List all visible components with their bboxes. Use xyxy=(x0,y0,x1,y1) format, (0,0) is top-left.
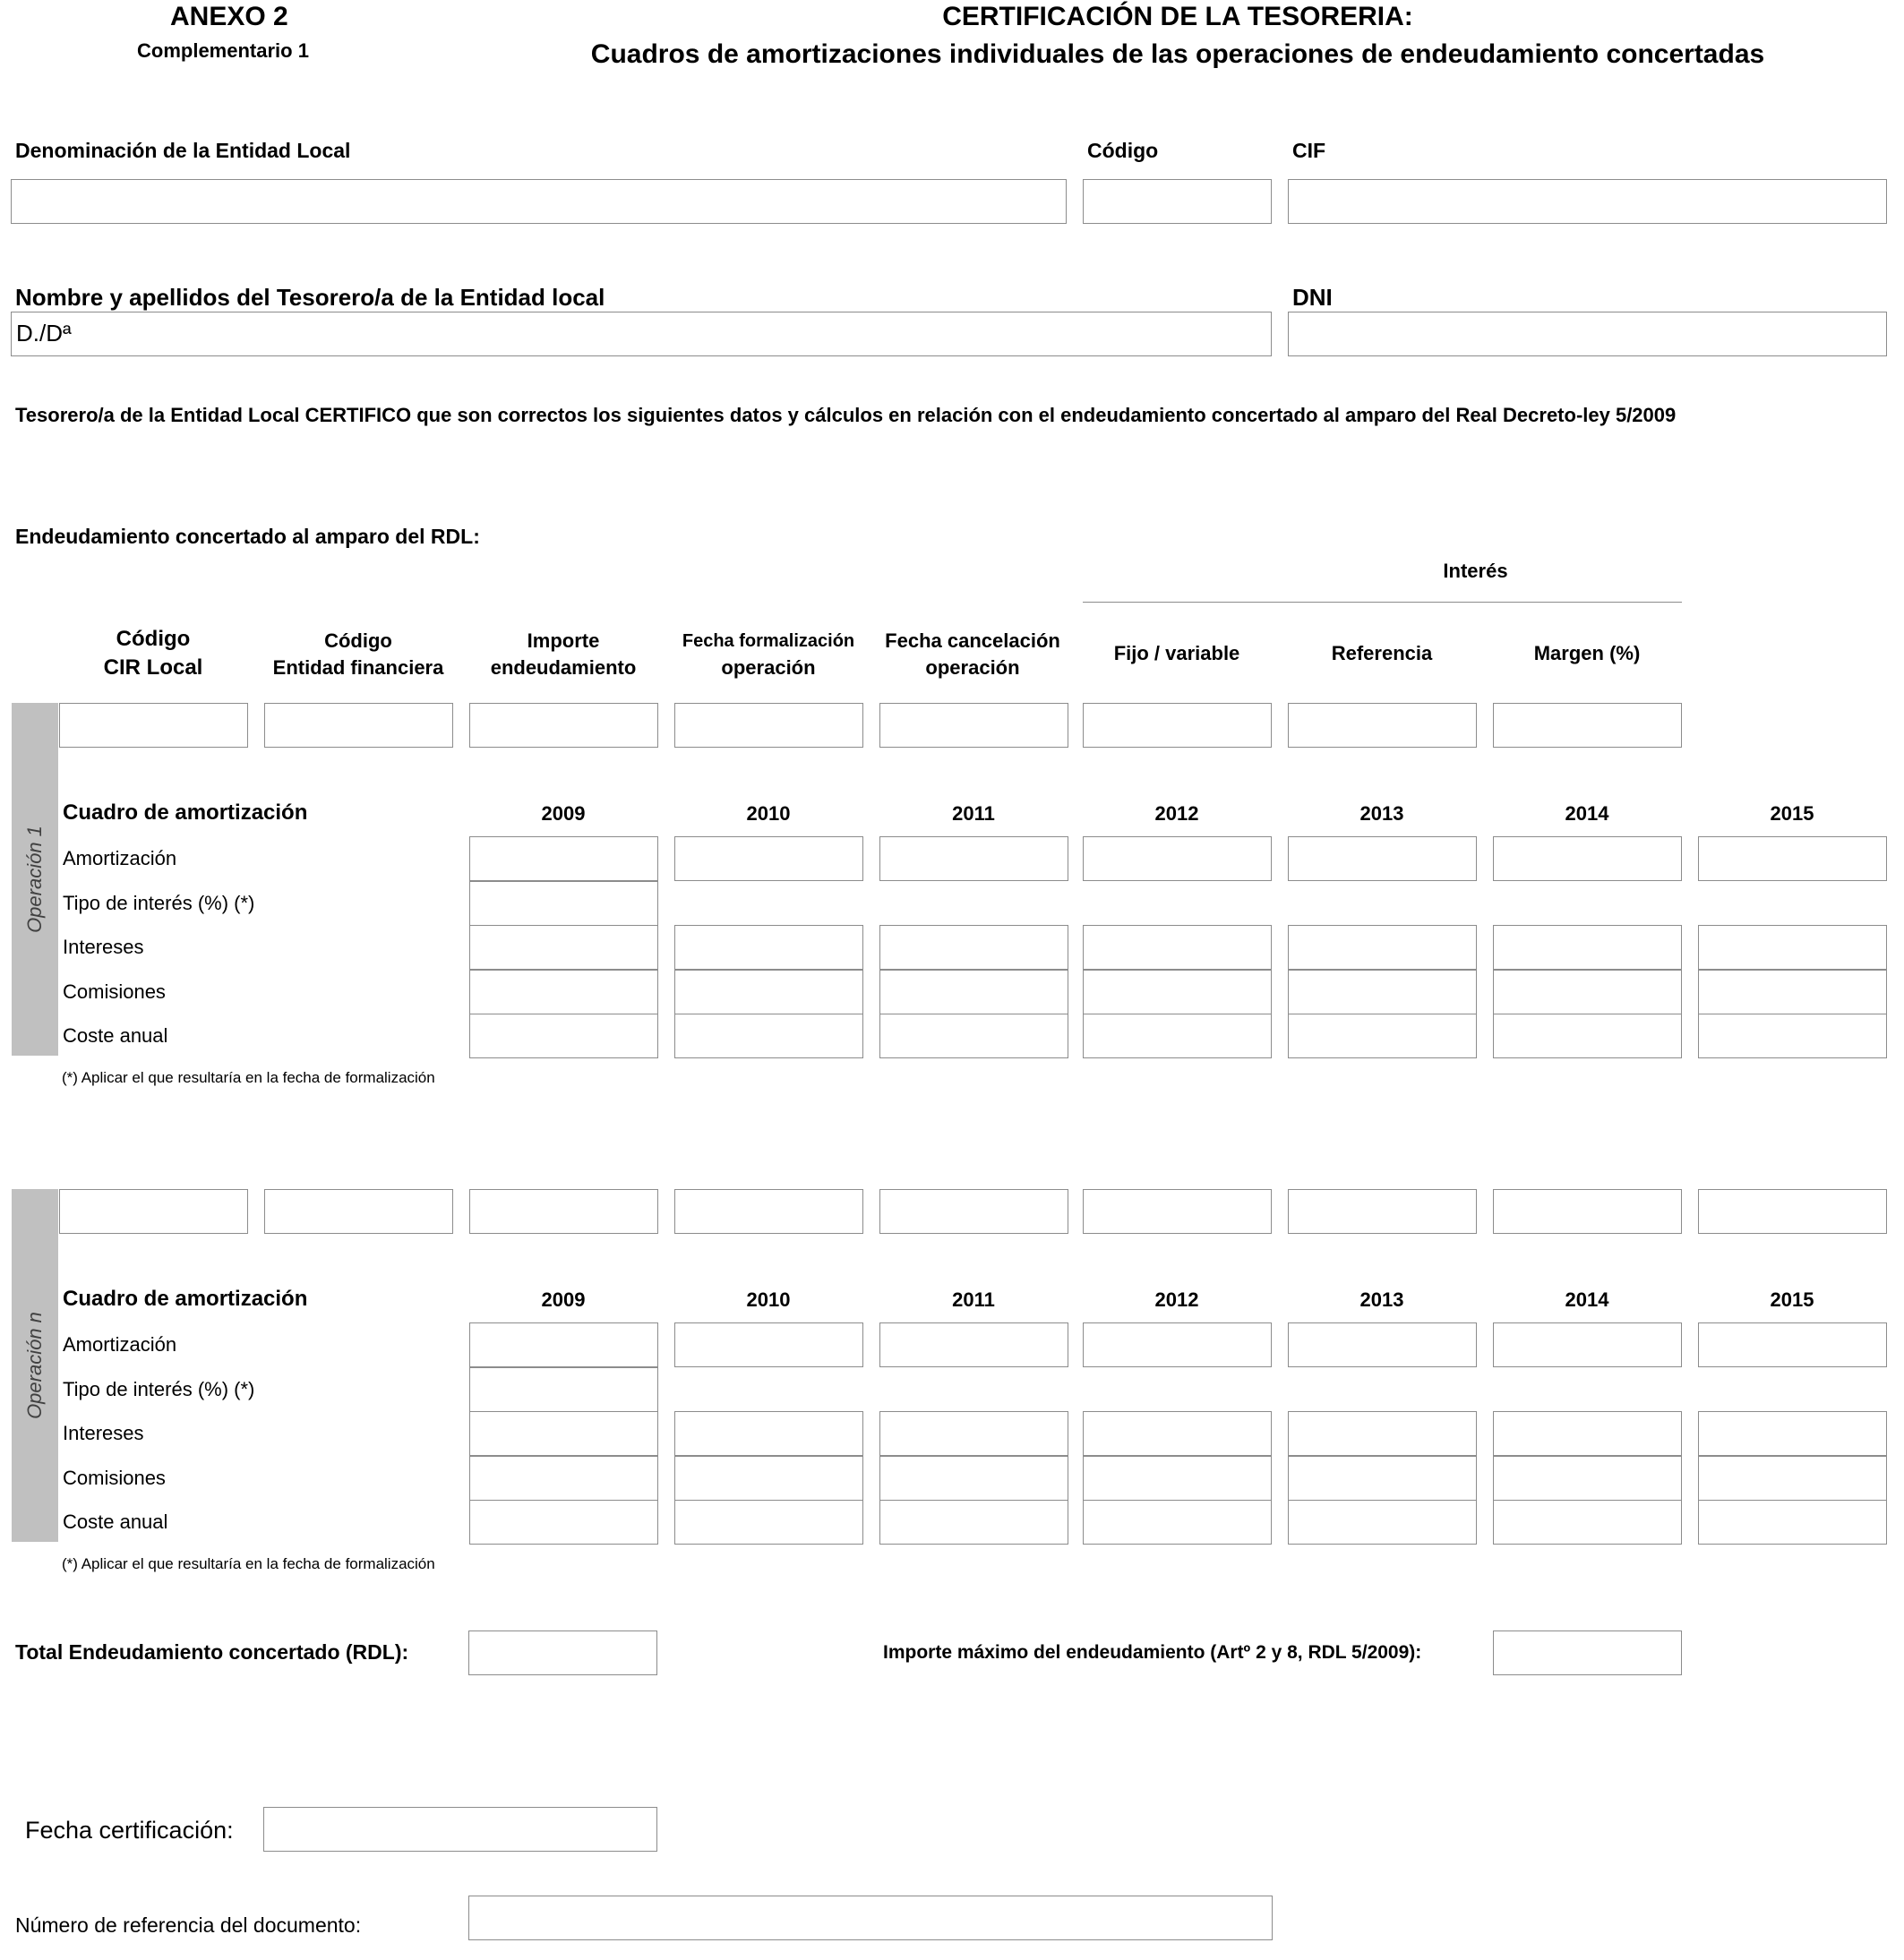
op1-row-label-1: Amortización xyxy=(63,847,177,869)
certification-date-field[interactable] xyxy=(263,1807,657,1852)
interest-group-header: Interés xyxy=(1443,560,1508,582)
treasurer-name-prefix: D./Dª xyxy=(16,320,72,347)
annex-subtitle: Complementario 1 xyxy=(137,39,309,62)
operation-1-footnote: (*) Aplicar el que resultaría en la fecha de formalización xyxy=(62,1069,435,1086)
opn-header-field-1[interactable] xyxy=(59,1189,248,1234)
opn-header-field-2[interactable] xyxy=(264,1189,453,1234)
col-margin-header: Margen (%) xyxy=(1533,642,1641,664)
op1-cell-r5-c1[interactable] xyxy=(469,1014,658,1058)
op1-year-2012: 2012 xyxy=(1154,802,1199,825)
col-reference-header: Referencia xyxy=(1331,642,1433,664)
total-debt-label: Total Endeudamiento concertado (RDL): xyxy=(15,1640,409,1664)
op1-year-2011: 2011 xyxy=(952,802,995,825)
col-formalization-line2: operación xyxy=(721,656,816,679)
op1-header-field-4[interactable] xyxy=(674,703,863,748)
operation-n-sidebar xyxy=(12,1189,58,1542)
opn-row-label-4: Comisiones xyxy=(63,1466,166,1489)
page-title: CERTIFICACIÓN DE LA TESORERIA: xyxy=(942,2,1413,31)
op1-cell-r5-c5[interactable] xyxy=(1288,1014,1477,1058)
opn-header-field-8[interactable] xyxy=(1493,1189,1682,1234)
op1-header-field-1[interactable] xyxy=(59,703,248,748)
col-cir-line1: Código xyxy=(116,627,191,651)
opn-cell-r5-c2[interactable] xyxy=(674,1500,863,1545)
operation-n-label: Operación n xyxy=(23,1312,46,1419)
op1-cell-r3-c6[interactable] xyxy=(1493,925,1682,970)
op1-cell-r4-c2[interactable] xyxy=(674,970,863,1014)
op1-cell-r4-c3[interactable] xyxy=(879,970,1068,1014)
col-entity-line1: Código xyxy=(324,629,392,652)
opn-year-2009: 2009 xyxy=(541,1288,586,1311)
op1-cell-r5-c3[interactable] xyxy=(879,1014,1068,1058)
opn-year-2015: 2015 xyxy=(1770,1288,1814,1311)
opn-cell-r4-c5[interactable] xyxy=(1288,1456,1477,1501)
op1-cell-r4-c5[interactable] xyxy=(1288,970,1477,1014)
op1-cell-r4-c1[interactable] xyxy=(469,970,658,1014)
opn-cell-r5-c4[interactable] xyxy=(1083,1500,1272,1545)
op1-row-label-5: Coste anual xyxy=(63,1024,168,1047)
op1-cell-r3-c4[interactable] xyxy=(1083,925,1272,970)
op1-cell-r4-c4[interactable] xyxy=(1083,970,1272,1014)
opn-header-field-7[interactable] xyxy=(1288,1189,1477,1234)
op1-header-field-5[interactable] xyxy=(879,703,1068,748)
opn-cell-r4-c2[interactable] xyxy=(674,1456,863,1501)
treasurer-dni-field[interactable] xyxy=(1288,312,1887,356)
opn-header-field-3[interactable] xyxy=(469,1189,658,1234)
opn-row-label-2: Tipo de interés (%) (*) xyxy=(63,1377,255,1400)
certification-date-label: Fecha certificación: xyxy=(25,1817,234,1844)
opn-cell-r4-c4[interactable] xyxy=(1083,1456,1272,1501)
col-amount-line1: Importe xyxy=(527,629,600,652)
opn-cell-r5-c3[interactable] xyxy=(879,1500,1068,1545)
certify-statement: Tesorero/a de la Entidad Local CERTIFICO que son correctos los siguientes datos y cálculos en relación con el endeudamiento concertado al amparo del Real Decreto-ley 5/2009 xyxy=(15,404,1677,426)
opn-cell-r1-c7[interactable] xyxy=(1698,1322,1887,1367)
entity-code-field[interactable] xyxy=(1083,179,1272,224)
annex-title: ANEXO 2 xyxy=(170,2,288,31)
opn-row-label-1: Amortización xyxy=(63,1333,177,1356)
opn-cell-r3-c3[interactable] xyxy=(879,1411,1068,1456)
document-reference-label: Número de referencia del documento: xyxy=(15,1913,362,1937)
operation-n-amortization-title: Cuadro de amortización xyxy=(63,1287,308,1311)
op1-cell-r1-c2[interactable] xyxy=(674,836,863,881)
entity-code-label: Código xyxy=(1087,139,1159,162)
debt-section-title: Endeudamiento concertado al amparo del RDL: xyxy=(15,525,480,548)
treasurer-dni-label: DNI xyxy=(1292,284,1333,311)
op1-year-2010: 2010 xyxy=(746,802,791,825)
op1-cell-r5-c4[interactable] xyxy=(1083,1014,1272,1058)
op1-year-2013: 2013 xyxy=(1359,802,1404,825)
opn-cell-r4-c1[interactable] xyxy=(469,1456,658,1501)
opn-header-field-4[interactable] xyxy=(674,1189,863,1234)
op1-header-field-6[interactable] xyxy=(1083,703,1272,748)
op1-cell-r5-c7[interactable] xyxy=(1698,1014,1887,1058)
opn-cell-r5-c7[interactable] xyxy=(1698,1500,1887,1545)
op1-row-label-3: Intereses xyxy=(63,936,144,958)
opn-cell-r3-c7[interactable] xyxy=(1698,1411,1887,1456)
opn-cell-r2-c1[interactable] xyxy=(469,1367,658,1412)
col-amount-line2: endeudamiento xyxy=(490,656,637,679)
opn-year-2011: 2011 xyxy=(952,1288,995,1311)
op1-cell-r5-c6[interactable] xyxy=(1493,1014,1682,1058)
opn-year-2013: 2013 xyxy=(1359,1288,1404,1311)
opn-cell-r5-c5[interactable] xyxy=(1288,1500,1477,1545)
opn-cell-r1-c2[interactable] xyxy=(674,1322,863,1367)
col-formalization-header xyxy=(665,628,871,681)
op1-cell-r1-c4[interactable] xyxy=(1083,836,1272,881)
operation-1-label: Operación 1 xyxy=(23,826,46,933)
op1-cell-r3-c1[interactable] xyxy=(469,925,658,970)
opn-header-field-5[interactable] xyxy=(879,1189,1068,1234)
treasurer-name-label: Nombre y apellidos del Tesorero/a de la Entidad local xyxy=(15,284,605,311)
opn-cell-r1-c1[interactable] xyxy=(469,1322,658,1367)
opn-cell-r3-c2[interactable] xyxy=(674,1411,863,1456)
op1-cell-r2-c1[interactable] xyxy=(469,881,658,926)
col-fixed-variable-header: Fijo / variable xyxy=(1113,642,1240,664)
document-reference-field[interactable] xyxy=(468,1896,1273,1940)
opn-cell-r3-c1[interactable] xyxy=(469,1411,658,1456)
opn-cell-r4-c7[interactable] xyxy=(1698,1456,1887,1501)
opn-cell-r1-c6[interactable] xyxy=(1493,1322,1682,1367)
col-formalization-line1: Fecha formalización xyxy=(682,631,855,651)
entity-name-field[interactable] xyxy=(11,179,1067,224)
opn-header-field-9[interactable] xyxy=(1698,1189,1887,1234)
op1-cell-r1-c6[interactable] xyxy=(1493,836,1682,881)
op1-year-2014: 2014 xyxy=(1565,802,1609,825)
treasurer-name-field[interactable] xyxy=(11,312,1272,356)
col-cancellation-line2: operación xyxy=(925,656,1020,679)
opn-cell-r3-c6[interactable] xyxy=(1493,1411,1682,1456)
operation-1-amortization-title: Cuadro de amortización xyxy=(63,800,308,825)
total-debt-field[interactable] xyxy=(468,1630,657,1675)
opn-header-field-6[interactable] xyxy=(1083,1189,1272,1234)
op1-cell-r3-c7[interactable] xyxy=(1698,925,1887,970)
col-cir-line2: CIR Local xyxy=(103,655,203,680)
col-cir-header xyxy=(59,625,247,682)
operation-n-footnote: (*) Aplicar el que resultaría en la fecha de formalización xyxy=(62,1555,435,1572)
opn-row-label-3: Intereses xyxy=(63,1422,144,1444)
opn-row-label-5: Coste anual xyxy=(63,1511,168,1533)
entity-cif-field[interactable] xyxy=(1288,179,1887,224)
col-cancellation-header xyxy=(874,628,1071,681)
op1-cell-r1-c3[interactable] xyxy=(879,836,1068,881)
opn-cell-r1-c4[interactable] xyxy=(1083,1322,1272,1367)
entity-name-label: Denominación de la Entidad Local xyxy=(15,139,351,162)
opn-cell-r3-c5[interactable] xyxy=(1288,1411,1477,1456)
opn-cell-r4-c3[interactable] xyxy=(879,1456,1068,1501)
op1-cell-r1-c7[interactable] xyxy=(1698,836,1887,881)
opn-year-2010: 2010 xyxy=(746,1288,791,1311)
op1-year-2009: 2009 xyxy=(541,802,586,825)
op1-cell-r3-c2[interactable] xyxy=(674,925,863,970)
op1-row-label-4: Comisiones xyxy=(63,980,166,1003)
op1-header-field-8[interactable] xyxy=(1493,703,1682,748)
opn-cell-r5-c6[interactable] xyxy=(1493,1500,1682,1545)
opn-year-2012: 2012 xyxy=(1154,1288,1199,1311)
max-debt-field[interactable] xyxy=(1493,1630,1682,1675)
op1-cell-r4-c6[interactable] xyxy=(1493,970,1682,1014)
opn-cell-r1-c5[interactable] xyxy=(1288,1322,1477,1367)
op1-row-label-2: Tipo de interés (%) (*) xyxy=(63,891,255,914)
op1-cell-r3-c3[interactable] xyxy=(879,925,1068,970)
max-debt-label: Importe máximo del endeudamiento (Artº 2 y 8, RDL 5/2009): xyxy=(883,1642,1422,1663)
col-entity-header xyxy=(264,628,452,681)
op1-header-field-2[interactable] xyxy=(264,703,453,748)
opn-cell-r4-c6[interactable] xyxy=(1493,1456,1682,1501)
page-subtitle: Cuadros de amortizaciones individuales de las operaciones de endeudamiento concertadas xyxy=(590,39,1765,69)
op1-header-field-7[interactable] xyxy=(1288,703,1477,748)
opn-cell-r1-c3[interactable] xyxy=(879,1322,1068,1367)
col-cancellation-line1: Fecha cancelación xyxy=(885,629,1060,652)
opn-cell-r3-c4[interactable] xyxy=(1083,1411,1272,1456)
op1-cell-r5-c2[interactable] xyxy=(674,1014,863,1058)
op1-cell-r1-c1[interactable] xyxy=(469,836,658,881)
op1-header-field-3[interactable] xyxy=(469,703,658,748)
op1-year-2015: 2015 xyxy=(1770,802,1814,825)
opn-cell-r5-c1[interactable] xyxy=(469,1500,658,1545)
entity-cif-label: CIF xyxy=(1292,139,1326,162)
col-entity-line2: Entidad financiera xyxy=(272,656,444,679)
operation-1-sidebar xyxy=(12,703,58,1056)
interest-group-rule xyxy=(1083,602,1682,603)
op1-cell-r4-c7[interactable] xyxy=(1698,970,1887,1014)
op1-cell-r3-c5[interactable] xyxy=(1288,925,1477,970)
opn-year-2014: 2014 xyxy=(1565,1288,1609,1311)
col-amount-header xyxy=(469,628,657,681)
op1-cell-r1-c5[interactable] xyxy=(1288,836,1477,881)
